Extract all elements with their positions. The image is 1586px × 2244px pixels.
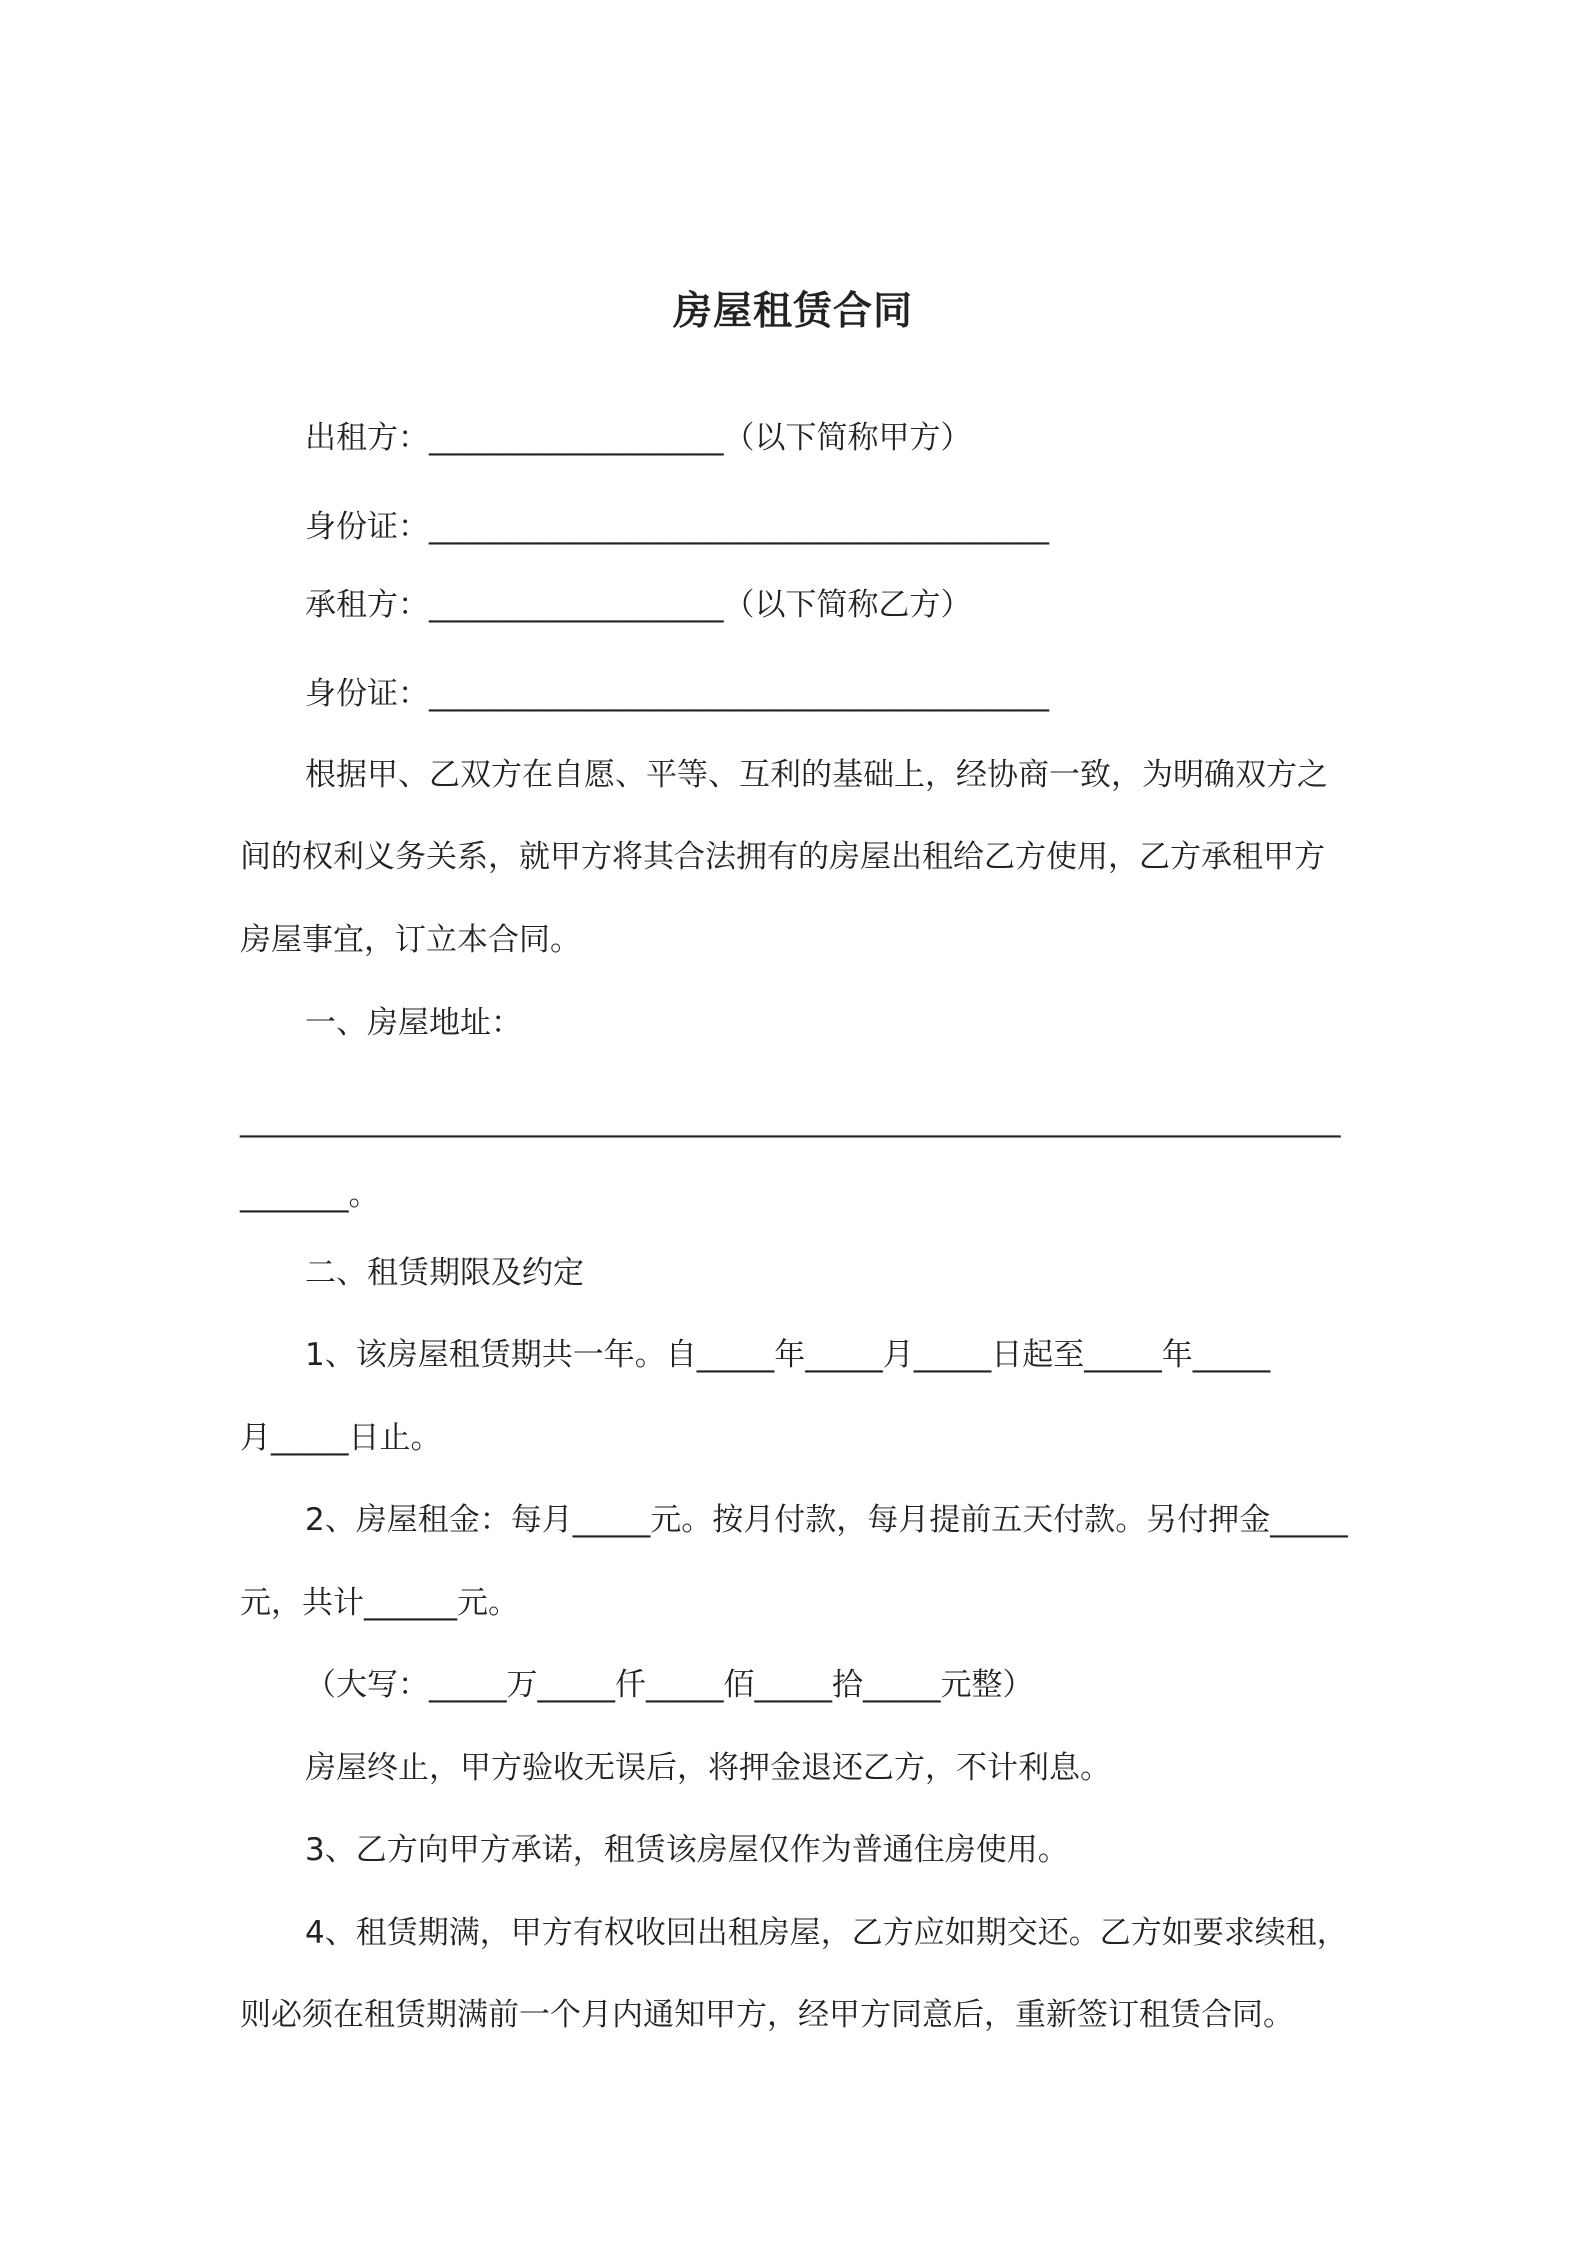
- clause-4-line: 4、租赁期满，甲方有权收回出租房屋，乙方应如期交还。乙方如要求续租，: [305, 1915, 1348, 1951]
- section-heading-term: 二、租赁期限及约定: [305, 1255, 584, 1291]
- address-blank-line: _______________________________________________________________________: [240, 1102, 1341, 1138]
- lessee-id-line: 身份证：________________________________________: [305, 676, 1049, 712]
- clause-3: 3、乙方向甲方承诺，租赁该房屋仅作为普通住房使用。: [305, 1832, 1069, 1868]
- clause-4-line: 则必须在租赁期满前一个月内通知甲方，经甲方同意后，重新签订租赁合同。: [240, 1997, 1294, 2033]
- clause-2-deposit: 房屋终止，甲方验收无误后，将押金退还乙方，不计利息。: [305, 1750, 1111, 1786]
- address-blank-end: _______。: [240, 1177, 380, 1213]
- intro-paragraph-line: 房屋事宜，订立本合同。: [240, 922, 581, 958]
- document-title: 房屋租赁合同: [672, 289, 913, 334]
- lessor-line: 出租方：___________________（以下简称甲方）: [305, 420, 972, 456]
- intro-paragraph-line: 间的权利义务关系，就甲方将其合法拥有的房屋出租给乙方使用，乙方承租甲方: [240, 839, 1325, 875]
- clause-2-line: 元，共计______元。: [240, 1585, 519, 1621]
- clause-1-line: 月_____日止。: [240, 1420, 442, 1456]
- clause-2-capital: （大写：_____万_____仟_____佰_____拾_____元整）: [305, 1667, 1034, 1703]
- lessee-line: 承租方：___________________（以下简称乙方）: [305, 587, 972, 623]
- clause-1-line: 1、该房屋租赁期共一年。自_____年_____月_____日起至_____年_____: [305, 1337, 1271, 1373]
- lessor-id-line: 身份证：________________________________________: [305, 509, 1049, 545]
- intro-paragraph-line: 根据甲、乙双方在自愿、平等、互利的基础上，经协商一致，为明确双方之: [305, 757, 1328, 793]
- clause-2-line: 2、房屋租金：每月_____元。按月付款，每月提前五天付款。另付押金_____: [305, 1502, 1348, 1538]
- section-heading-address: 一、房屋地址：: [305, 1005, 522, 1041]
